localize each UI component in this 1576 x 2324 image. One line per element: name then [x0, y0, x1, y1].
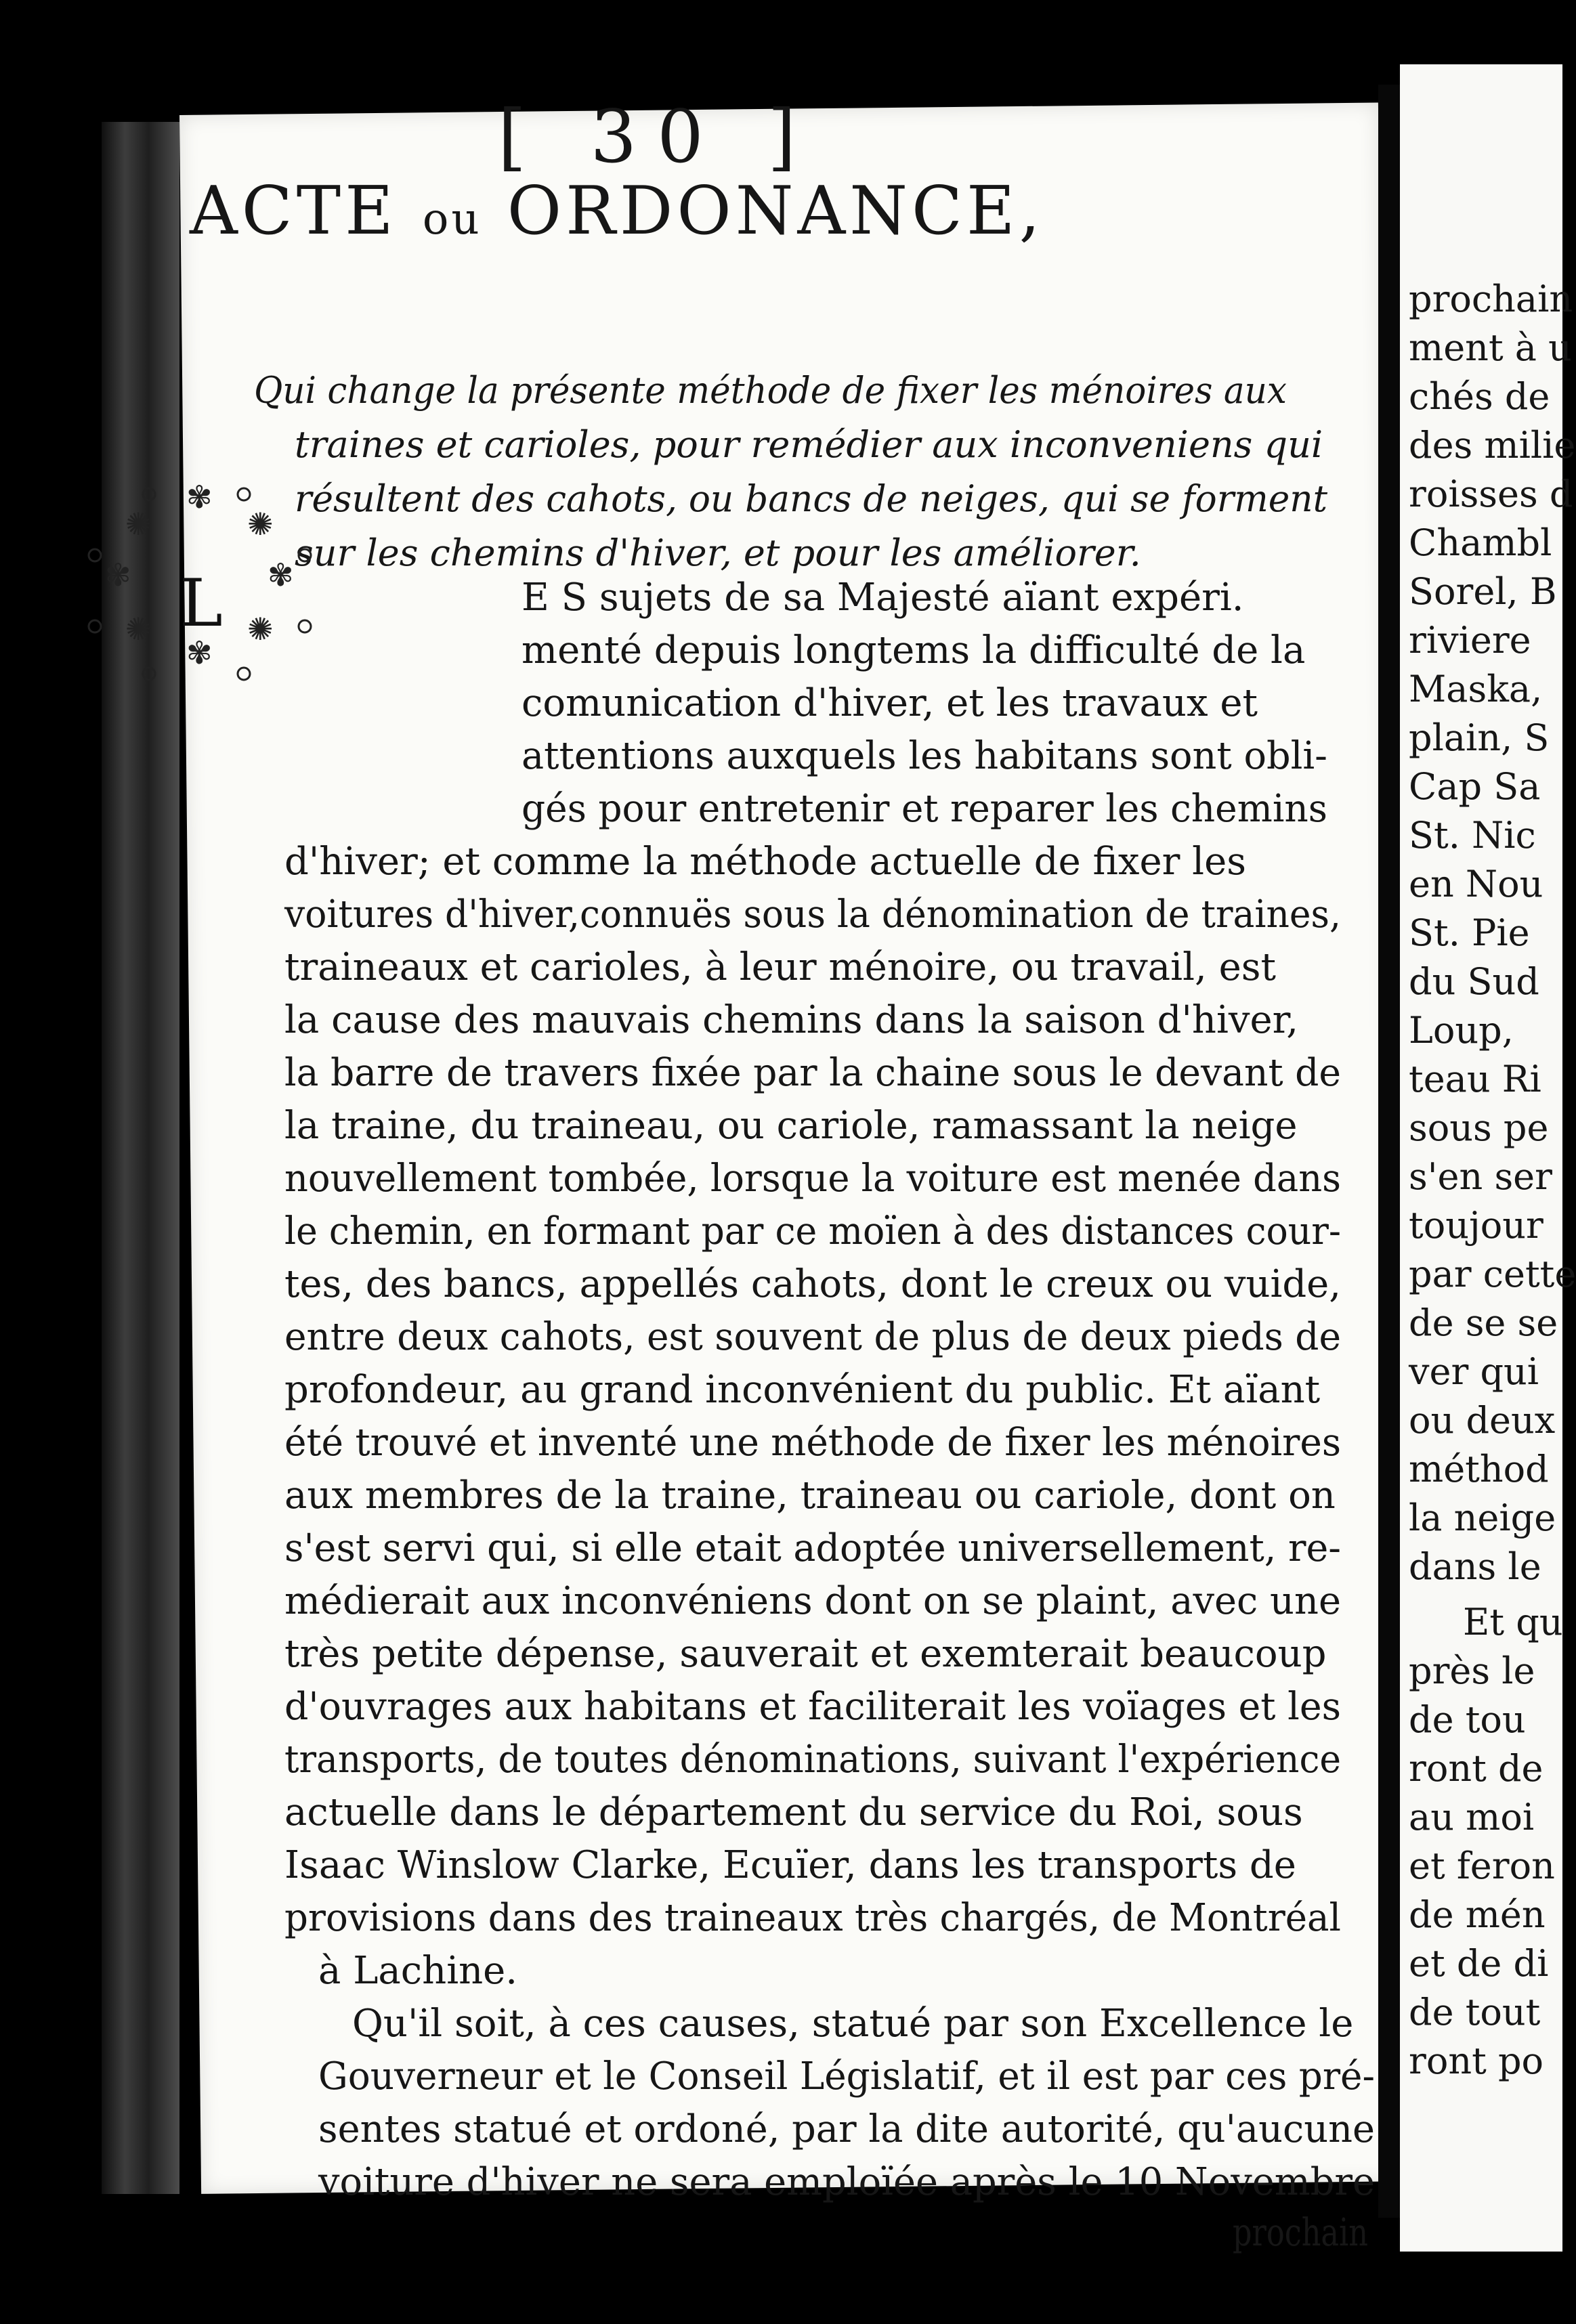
- facing-page-line: Et qu: [1463, 1601, 1563, 1643]
- body-text-line: la cause des mauvais chemins dans la saison d'hiver,: [284, 998, 1299, 1042]
- body-text-line: été trouvé et inventé une méthode de fixer les ménoires: [284, 1421, 1341, 1465]
- facing-page-line: roisses d: [1409, 473, 1573, 515]
- body-text-line: à Lachine.: [318, 1949, 518, 1993]
- facing-page-line: de tou: [1409, 1698, 1526, 1741]
- facing-page-line: Sorel, B: [1409, 570, 1557, 613]
- body-text-line: transports, de toutes dénominations, suivant l'expérience: [284, 1738, 1341, 1782]
- facing-page-line: St. Pie: [1409, 911, 1530, 954]
- svg-text:✺: ✺: [247, 506, 274, 542]
- body-text-line: actuelle dans le département du service du Roi, sous: [284, 1790, 1303, 1834]
- facing-page-line: de tout: [1409, 1991, 1541, 2034]
- body-text-line: médierait aux inconvéniens dont on se plaint, avec une: [284, 1579, 1341, 1623]
- body-text-line: traineaux et carioles, à leur ménoire, ou travail, est: [284, 945, 1276, 989]
- body-text-line: aux membres de la traine, traineau ou cariole, dont on: [284, 1473, 1336, 1518]
- svg-text:✾: ✾: [268, 557, 294, 593]
- title-word-ordonance: ORDONANCE,: [507, 173, 1044, 250]
- facing-page-line: plain, S: [1409, 716, 1550, 759]
- svg-text:✾: ✾: [186, 479, 213, 515]
- body-text-line: Gouverneur et le Conseil Législatif, et il est par ces pré-: [318, 2054, 1375, 2099]
- facing-page-line: et feron: [1409, 1845, 1555, 1887]
- body-text-line: tes, des bancs, appellés cahots, dont le creux ou vuide,: [284, 1262, 1341, 1306]
- indented-text-line: menté depuis longtems la difficulté de la: [521, 628, 1306, 672]
- facing-page-line: méthod: [1409, 1448, 1549, 1490]
- book-gutter: [1378, 85, 1400, 2218]
- facing-page-line: des milie: [1409, 424, 1576, 467]
- facing-page-line: prochain: [1409, 278, 1573, 320]
- indented-text-line: gés pour entretenir et reparer les chemins: [521, 787, 1327, 831]
- facing-page-line: chés de: [1409, 375, 1550, 418]
- facing-page-line: la neige: [1409, 1497, 1556, 1539]
- body-text-line: sentes statué et ordoné, par la dite autorité, qu'aucune: [318, 2107, 1375, 2151]
- body-text-line: entre deux cahots, est souvent de plus de deux pieds de: [284, 1315, 1341, 1359]
- facing-page-line: s'en ser: [1409, 1155, 1552, 1198]
- facing-page-line: Loup,: [1409, 1009, 1514, 1052]
- facing-page-line: ver qui: [1409, 1350, 1539, 1393]
- indented-text-line: attentions auxquels les habitans sont obli-: [521, 734, 1327, 778]
- subtitle-line: traines et carioles, pour remédier aux inconveniens qui: [295, 423, 1323, 466]
- page-edge-stack: [102, 122, 179, 2194]
- body-text-line: voiture d'hiver ne sera emploïée après le 10 Novembre: [318, 2160, 1375, 2204]
- body-text-line: voitures d'hiver,connuës sous la dénomination de traines,: [284, 892, 1341, 937]
- title-word-ou: ou: [422, 194, 482, 244]
- title-word-acte: ACTE: [190, 173, 398, 250]
- facing-page-line: teau Ri: [1409, 1058, 1541, 1100]
- facing-page-line: ment à u: [1409, 326, 1572, 369]
- facing-page-line: en Nou: [1409, 863, 1543, 905]
- body-text-line: Qu'il soit, à ces causes, statué par son Excellence le: [352, 2002, 1354, 2046]
- facing-page-line: ou deux: [1409, 1399, 1556, 1442]
- facing-page-line: ront de: [1409, 1747, 1543, 1790]
- indented-text-line: comunication d'hiver, et les travaux et: [521, 681, 1258, 725]
- body-text-line: d'hiver; et comme la méthode actuelle de fixer les: [284, 840, 1246, 884]
- body-text-line: très petite dépense, sauverait et exemterait beaucoup: [284, 1632, 1327, 1676]
- svg-text:✺: ✺: [125, 611, 152, 647]
- subtitle-line: sur les chemins d'hiver, et pour les améliorer.: [295, 532, 1141, 574]
- svg-text:✾: ✾: [186, 634, 213, 671]
- facing-page-line: ront po: [1409, 2040, 1544, 2082]
- facing-page-line: par cette: [1409, 1253, 1576, 1295]
- svg-text:✾: ✾: [105, 557, 131, 593]
- facing-page-line: Chambl: [1409, 521, 1552, 564]
- facing-page-line: Maska,: [1409, 668, 1543, 710]
- facing-page-line: au moi: [1409, 1796, 1535, 1838]
- svg-text:✺: ✺: [125, 506, 152, 542]
- body-text-line: provisions dans des traineaux très chargés, de Montréal: [284, 1896, 1341, 1940]
- body-text-line: Isaac Winslow Clarke, Ecuïer, dans les transports de: [284, 1843, 1296, 1887]
- facing-page-line: du Sud: [1409, 960, 1539, 1003]
- facing-page-line: de se se: [1409, 1301, 1558, 1344]
- body-text-line: la barre de travers fixée par la chaine sous le devant de: [284, 1051, 1341, 1095]
- body-text-line: le chemin, en formant par ce moïen à des distances cour-: [284, 1209, 1341, 1253]
- facing-page-line: toujour: [1409, 1204, 1543, 1247]
- subtitle-line: résultent des cahots, ou bancs de neiges, qui se forment: [295, 477, 1327, 520]
- facing-page-line: riviere: [1409, 619, 1531, 662]
- facing-page-line: dans le: [1409, 1545, 1541, 1588]
- body-text-line: profondeur, au grand inconvénient du public. Et aïant: [284, 1368, 1321, 1412]
- document-title: [190, 173, 1044, 250]
- facing-page-line: Cap Sa: [1409, 765, 1541, 808]
- facing-page-line: et de di: [1409, 1942, 1549, 1985]
- facing-page-line: près le: [1409, 1650, 1535, 1692]
- drop-cap-letter: L: [179, 565, 223, 641]
- body-text-line: d'ouvrages aux habitans et faciliterait les voïages et les: [284, 1685, 1341, 1729]
- body-text-line: nouvellement tombée, lorsque la voiture est menée dans: [284, 1157, 1341, 1201]
- indented-text-line: E S sujets de sa Majesté aïant expéri.: [521, 576, 1244, 620]
- facing-page-line: St. Nic: [1409, 814, 1536, 857]
- facing-page-line: de mén: [1409, 1893, 1546, 1936]
- svg-text:✺: ✺: [247, 611, 274, 647]
- body-text-line: s'est servi qui, si elle etait adoptée universellement, re-: [284, 1526, 1341, 1570]
- page-number-header: [ 30 ]: [498, 95, 817, 179]
- subtitle-line: Qui change la présente méthode de fixer les ménoires aux: [254, 369, 1287, 412]
- catchword: prochain: [1233, 2211, 1368, 2255]
- body-text-line: la traine, du traineau, ou cariole, ramassant la neige: [284, 1104, 1298, 1148]
- facing-page-line: sous pe: [1409, 1106, 1549, 1149]
